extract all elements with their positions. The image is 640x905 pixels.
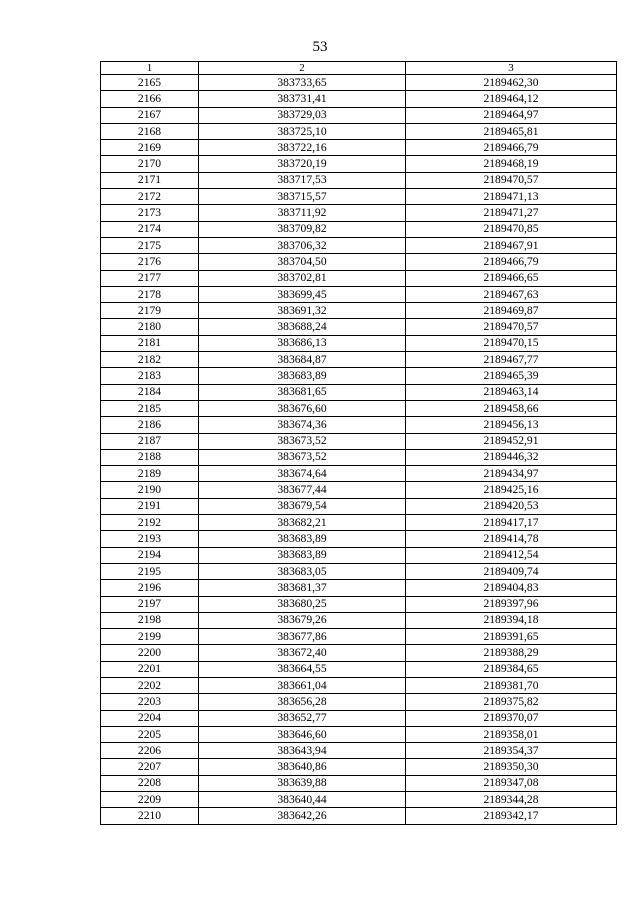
table-row bbox=[101, 629, 617, 645]
cell-point-number: 2176 bbox=[101, 254, 199, 270]
cell-x-coordinate: 383717,53 bbox=[199, 172, 406, 188]
cell-point-number: 2179 bbox=[101, 303, 199, 319]
cell-x-coordinate: 383699,45 bbox=[199, 286, 406, 302]
cell-x-coordinate: 383646,60 bbox=[199, 726, 406, 742]
cell-x-coordinate: 383674,36 bbox=[199, 417, 406, 433]
cell-point-number: 2206 bbox=[101, 743, 199, 759]
cell-y-coordinate: 2189375,82 bbox=[406, 694, 617, 710]
cell-x-coordinate: 383704,50 bbox=[199, 254, 406, 270]
cell-y-coordinate: 2189458,66 bbox=[406, 400, 617, 416]
cell-x-coordinate: 383722,16 bbox=[199, 140, 406, 156]
cell-point-number: 2202 bbox=[101, 677, 199, 693]
cell-y-coordinate: 2189370,07 bbox=[406, 710, 617, 726]
table-row bbox=[101, 384, 617, 400]
cell-x-coordinate: 383673,52 bbox=[199, 449, 406, 465]
cell-x-coordinate: 383640,86 bbox=[199, 759, 406, 775]
table-row bbox=[101, 221, 617, 237]
table-row bbox=[101, 417, 617, 433]
cell-y-coordinate: 2189347,08 bbox=[406, 775, 617, 791]
table-row bbox=[101, 563, 617, 579]
cell-x-coordinate: 383679,54 bbox=[199, 498, 406, 514]
cell-y-coordinate: 2189409,74 bbox=[406, 563, 617, 579]
table-row bbox=[101, 726, 617, 742]
table-row bbox=[101, 335, 617, 351]
cell-point-number: 2194 bbox=[101, 547, 199, 563]
cell-point-number: 2169 bbox=[101, 140, 199, 156]
table-row bbox=[101, 547, 617, 563]
table-row bbox=[101, 596, 617, 612]
cell-x-coordinate: 383683,05 bbox=[199, 563, 406, 579]
cell-x-coordinate: 383683,89 bbox=[199, 547, 406, 563]
cell-x-coordinate: 383683,89 bbox=[199, 368, 406, 384]
column-header-point-number: 1 bbox=[101, 62, 199, 75]
cell-x-coordinate: 383715,57 bbox=[199, 189, 406, 205]
cell-x-coordinate: 383681,37 bbox=[199, 580, 406, 596]
cell-point-number: 2191 bbox=[101, 498, 199, 514]
cell-x-coordinate: 383731,41 bbox=[199, 91, 406, 107]
table-row bbox=[101, 400, 617, 416]
table-row bbox=[101, 694, 617, 710]
table-row bbox=[101, 482, 617, 498]
cell-point-number: 2190 bbox=[101, 482, 199, 498]
cell-x-coordinate: 383711,92 bbox=[199, 205, 406, 221]
cell-point-number: 2183 bbox=[101, 368, 199, 384]
cell-x-coordinate: 383677,86 bbox=[199, 629, 406, 645]
table-row bbox=[101, 580, 617, 596]
cell-point-number: 2173 bbox=[101, 205, 199, 221]
cell-point-number: 2165 bbox=[101, 75, 199, 91]
cell-point-number: 2166 bbox=[101, 91, 199, 107]
cell-y-coordinate: 2189470,85 bbox=[406, 221, 617, 237]
cell-y-coordinate: 2189388,29 bbox=[406, 645, 617, 661]
table-row bbox=[101, 368, 617, 384]
table-row bbox=[101, 710, 617, 726]
cell-y-coordinate: 2189467,63 bbox=[406, 286, 617, 302]
cell-y-coordinate: 2189466,65 bbox=[406, 270, 617, 286]
table-row bbox=[101, 189, 617, 205]
cell-point-number: 2200 bbox=[101, 645, 199, 661]
column-header-x-coordinate: 2 bbox=[199, 62, 406, 75]
cell-point-number: 2180 bbox=[101, 319, 199, 335]
cell-point-number: 2197 bbox=[101, 596, 199, 612]
coordinates-table bbox=[100, 61, 617, 825]
cell-y-coordinate: 2189425,16 bbox=[406, 482, 617, 498]
table-row bbox=[101, 140, 617, 156]
cell-y-coordinate: 2189464,12 bbox=[406, 91, 617, 107]
cell-y-coordinate: 2189466,79 bbox=[406, 254, 617, 270]
table-row bbox=[101, 612, 617, 628]
table-row bbox=[101, 303, 617, 319]
cell-x-coordinate: 383681,65 bbox=[199, 384, 406, 400]
table-row bbox=[101, 449, 617, 465]
cell-x-coordinate: 383652,77 bbox=[199, 710, 406, 726]
cell-y-coordinate: 2189404,83 bbox=[406, 580, 617, 596]
cell-x-coordinate: 383702,81 bbox=[199, 270, 406, 286]
table-row bbox=[101, 254, 617, 270]
cell-x-coordinate: 383686,13 bbox=[199, 335, 406, 351]
cell-y-coordinate: 2189412,54 bbox=[406, 547, 617, 563]
cell-point-number: 2175 bbox=[101, 237, 199, 253]
cell-point-number: 2185 bbox=[101, 400, 199, 416]
table-row bbox=[101, 792, 617, 808]
cell-point-number: 2210 bbox=[101, 808, 199, 824]
cell-y-coordinate: 2189381,70 bbox=[406, 677, 617, 693]
cell-y-coordinate: 2189462,30 bbox=[406, 75, 617, 91]
table-row bbox=[101, 759, 617, 775]
cell-point-number: 2172 bbox=[101, 189, 199, 205]
table-row bbox=[101, 466, 617, 482]
cell-y-coordinate: 2189420,53 bbox=[406, 498, 617, 514]
cell-y-coordinate: 2189470,57 bbox=[406, 319, 617, 335]
cell-point-number: 2192 bbox=[101, 515, 199, 531]
table-row bbox=[101, 352, 617, 368]
table-row bbox=[101, 743, 617, 759]
cell-y-coordinate: 2189471,27 bbox=[406, 205, 617, 221]
cell-y-coordinate: 2189446,32 bbox=[406, 449, 617, 465]
cell-point-number: 2189 bbox=[101, 466, 199, 482]
cell-point-number: 2199 bbox=[101, 629, 199, 645]
cell-point-number: 2205 bbox=[101, 726, 199, 742]
cell-x-coordinate: 383691,32 bbox=[199, 303, 406, 319]
cell-x-coordinate: 383677,44 bbox=[199, 482, 406, 498]
table-row bbox=[101, 237, 617, 253]
cell-y-coordinate: 2189463,14 bbox=[406, 384, 617, 400]
cell-point-number: 2187 bbox=[101, 433, 199, 449]
cell-point-number: 2174 bbox=[101, 221, 199, 237]
cell-y-coordinate: 2189384,65 bbox=[406, 661, 617, 677]
cell-point-number: 2171 bbox=[101, 172, 199, 188]
table-row bbox=[101, 172, 617, 188]
cell-point-number: 2195 bbox=[101, 563, 199, 579]
cell-y-coordinate: 2189344,28 bbox=[406, 792, 617, 808]
cell-y-coordinate: 2189456,13 bbox=[406, 417, 617, 433]
table-row bbox=[101, 75, 617, 91]
table-row bbox=[101, 645, 617, 661]
cell-y-coordinate: 2189470,15 bbox=[406, 335, 617, 351]
cell-x-coordinate: 383680,25 bbox=[199, 596, 406, 612]
cell-y-coordinate: 2189467,77 bbox=[406, 352, 617, 368]
cell-x-coordinate: 383720,19 bbox=[199, 156, 406, 172]
cell-y-coordinate: 2189397,96 bbox=[406, 596, 617, 612]
table-row bbox=[101, 205, 617, 221]
cell-y-coordinate: 2189467,91 bbox=[406, 237, 617, 253]
cell-point-number: 2168 bbox=[101, 123, 199, 139]
table-header-row bbox=[101, 62, 617, 75]
table-row bbox=[101, 531, 617, 547]
cell-y-coordinate: 2189470,57 bbox=[406, 172, 617, 188]
cell-y-coordinate: 2189464,97 bbox=[406, 107, 617, 123]
cell-x-coordinate: 383709,82 bbox=[199, 221, 406, 237]
cell-x-coordinate: 383674,64 bbox=[199, 466, 406, 482]
table-row bbox=[101, 498, 617, 514]
cell-x-coordinate: 383656,28 bbox=[199, 694, 406, 710]
cell-x-coordinate: 383706,32 bbox=[199, 237, 406, 253]
cell-y-coordinate: 2189391,65 bbox=[406, 629, 617, 645]
cell-y-coordinate: 2189465,81 bbox=[406, 123, 617, 139]
cell-x-coordinate: 383639,88 bbox=[199, 775, 406, 791]
cell-y-coordinate: 2189358,01 bbox=[406, 726, 617, 742]
table-row bbox=[101, 433, 617, 449]
page-number: 53 bbox=[312, 39, 328, 55]
table-row bbox=[101, 91, 617, 107]
cell-y-coordinate: 2189468,19 bbox=[406, 156, 617, 172]
cell-x-coordinate: 383673,52 bbox=[199, 433, 406, 449]
cell-x-coordinate: 383729,03 bbox=[199, 107, 406, 123]
table-body bbox=[101, 75, 617, 825]
table-row bbox=[101, 677, 617, 693]
cell-point-number: 2196 bbox=[101, 580, 199, 596]
cell-x-coordinate: 383676,60 bbox=[199, 400, 406, 416]
cell-y-coordinate: 2189434,97 bbox=[406, 466, 617, 482]
cell-y-coordinate: 2189452,91 bbox=[406, 433, 617, 449]
cell-point-number: 2208 bbox=[101, 775, 199, 791]
table-row bbox=[101, 123, 617, 139]
cell-x-coordinate: 383725,10 bbox=[199, 123, 406, 139]
cell-x-coordinate: 383672,40 bbox=[199, 645, 406, 661]
cell-point-number: 2178 bbox=[101, 286, 199, 302]
cell-x-coordinate: 383642,26 bbox=[199, 808, 406, 824]
cell-x-coordinate: 383679,26 bbox=[199, 612, 406, 628]
cell-x-coordinate: 383682,21 bbox=[199, 515, 406, 531]
table-row bbox=[101, 808, 617, 824]
cell-y-coordinate: 2189414,78 bbox=[406, 531, 617, 547]
cell-point-number: 2204 bbox=[101, 710, 199, 726]
cell-point-number: 2167 bbox=[101, 107, 199, 123]
cell-point-number: 2207 bbox=[101, 759, 199, 775]
cell-point-number: 2186 bbox=[101, 417, 199, 433]
cell-y-coordinate: 2189417,17 bbox=[406, 515, 617, 531]
table-row bbox=[101, 156, 617, 172]
cell-y-coordinate: 2189466,79 bbox=[406, 140, 617, 156]
table-row bbox=[101, 286, 617, 302]
table-row bbox=[101, 515, 617, 531]
cell-point-number: 2177 bbox=[101, 270, 199, 286]
cell-x-coordinate: 383733,65 bbox=[199, 75, 406, 91]
cell-x-coordinate: 383688,24 bbox=[199, 319, 406, 335]
cell-x-coordinate: 383664,55 bbox=[199, 661, 406, 677]
cell-y-coordinate: 2189469,87 bbox=[406, 303, 617, 319]
cell-point-number: 2184 bbox=[101, 384, 199, 400]
cell-y-coordinate: 2189350,30 bbox=[406, 759, 617, 775]
cell-x-coordinate: 383683,89 bbox=[199, 531, 406, 547]
cell-x-coordinate: 383643,94 bbox=[199, 743, 406, 759]
cell-x-coordinate: 383684,87 bbox=[199, 352, 406, 368]
cell-point-number: 2203 bbox=[101, 694, 199, 710]
table-row bbox=[101, 775, 617, 791]
cell-point-number: 2201 bbox=[101, 661, 199, 677]
table-row bbox=[101, 270, 617, 286]
cell-point-number: 2198 bbox=[101, 612, 199, 628]
cell-x-coordinate: 383640,44 bbox=[199, 792, 406, 808]
table-row bbox=[101, 107, 617, 123]
cell-point-number: 2209 bbox=[101, 792, 199, 808]
cell-point-number: 2170 bbox=[101, 156, 199, 172]
cell-y-coordinate: 2189354,37 bbox=[406, 743, 617, 759]
cell-y-coordinate: 2189465,39 bbox=[406, 368, 617, 384]
cell-point-number: 2188 bbox=[101, 449, 199, 465]
cell-y-coordinate: 2189342,17 bbox=[406, 808, 617, 824]
cell-x-coordinate: 383661,04 bbox=[199, 677, 406, 693]
cell-point-number: 2181 bbox=[101, 335, 199, 351]
cell-y-coordinate: 2189394,18 bbox=[406, 612, 617, 628]
table-row bbox=[101, 319, 617, 335]
table-row bbox=[101, 661, 617, 677]
column-header-y-coordinate: 3 bbox=[406, 62, 617, 75]
cell-point-number: 2182 bbox=[101, 352, 199, 368]
cell-point-number: 2193 bbox=[101, 531, 199, 547]
cell-y-coordinate: 2189471,13 bbox=[406, 189, 617, 205]
